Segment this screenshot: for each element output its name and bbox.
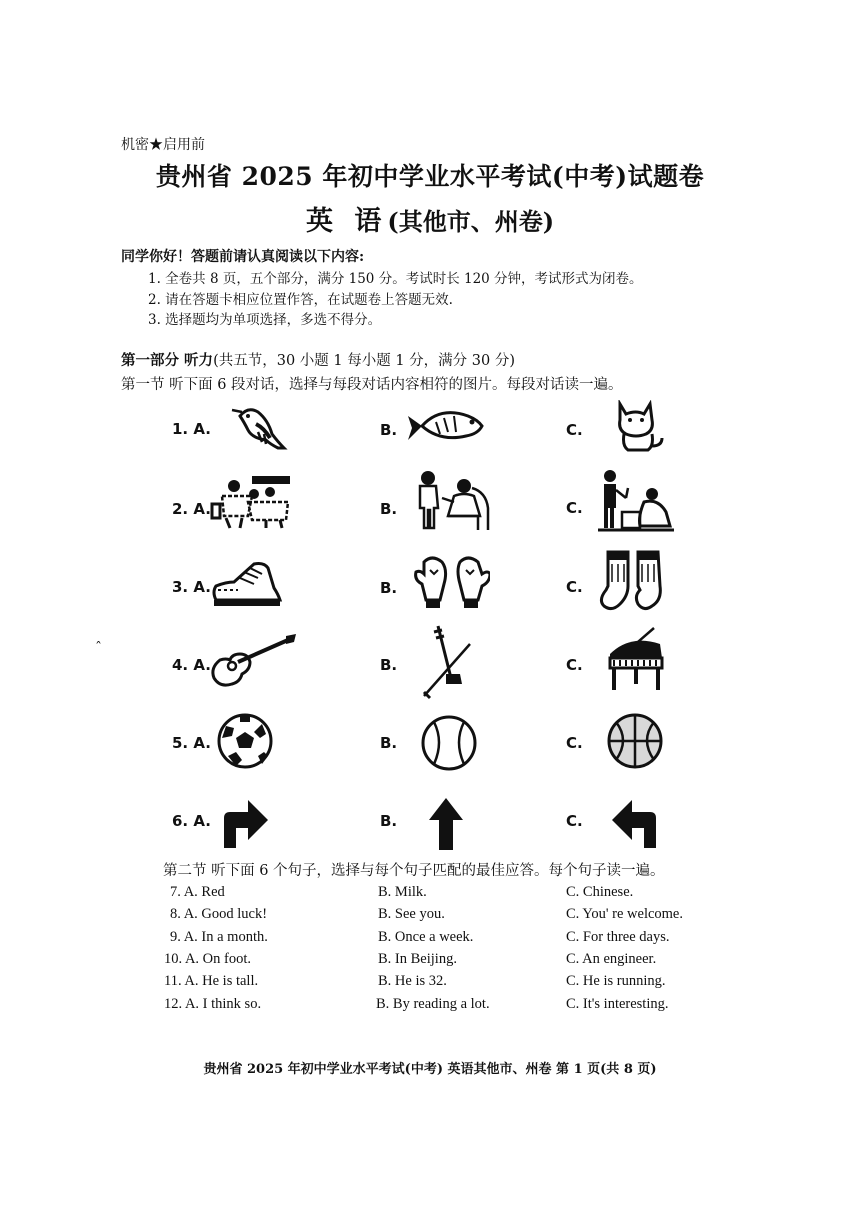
question-5-option-c: C. [566,734,583,752]
question-7-option-b: B. Milk. [378,884,427,900]
instruction-item: 1. 全卷共 8 页，五个部分，满分 150 分。考试时长 120 分钟，考试形式为闭卷。 [148,271,643,287]
question-9-option-b: B. Once a week. [378,929,474,945]
question-2-option-b: B. [380,500,398,518]
instruction-item: 3. 选择题均为单项选择，多选不得分。 [148,312,382,328]
part1-heading [121,349,515,370]
question-6-option-b: B. [380,812,398,830]
stray-mark: ˆ [95,640,102,656]
part1-heading-rest: (共五节，30 小题 1 每小题 1 分，满分 30 分) [213,353,515,369]
question-11-option-a: 11. A. He is tall. [164,973,259,989]
exam-title: 贵州省 2025 年初中学业水平考试(中考)试题卷 [155,162,705,191]
bird-icon [228,402,288,454]
question-6-option-c: C. [566,812,583,830]
question-1-option-c: C. [566,421,583,439]
question-8-option-b: B. See you. [378,906,445,922]
question-12-option-a: 12. A. I think so. [164,996,262,1012]
straight-arrow-icon [428,798,464,850]
people-working-icon [596,468,676,532]
group-people-icon [208,474,294,530]
soccer-ball-icon [216,712,274,770]
question-8-option-c: C. You' re welcome. [566,906,683,922]
question-10-option-b: B. In Beijing. [378,951,457,967]
part1-heading-bold: 第一部分 听力 [121,352,214,369]
turn-right-arrow-icon [220,798,270,848]
question-10-option-a: 10. A. On foot. [164,951,251,967]
confidential-mark: 机密★启用前 [121,137,205,153]
question-3-option-b: B. [380,579,398,597]
basketball-icon [606,712,664,770]
question-9-option-c: C. For three days. [566,929,670,945]
sneaker-icon [210,560,284,610]
section2-instruction: 第二节 听下面 6 个句子，选择与每个句子匹配的最佳应答。每个句子读一遍。 [163,863,665,879]
cat-icon [610,400,666,454]
piano-icon [606,626,666,692]
section1-instruction: 第一节 听下面 6 段对话，选择与每段对话内容相符的图片。每段对话读一遍。 [121,377,623,393]
question-11-option-b: B. He is 32. [378,973,447,989]
guitar-icon [208,632,298,690]
erhu-icon [420,624,478,700]
question-3-option-c: C. [566,578,583,596]
question-7-option-c: C. Chinese. [566,884,634,900]
fish-icon [404,404,490,446]
socks-icon [598,548,670,614]
exam-subject [0,199,860,238]
page-footer: 贵州省 2025 年初中学业水平考试(中考) 英语其他市、州卷 第 1 页(共 8 页) [203,1062,657,1077]
instructions-greeting: 同学你好！答题前请认真阅读以下内容: [121,249,365,265]
instruction-item: 2. 请在答题卡相应位置作答，在试题卷上答题无效. [148,292,453,308]
gloves-icon [414,554,490,610]
two-people-chatting-icon [412,468,492,532]
question-4-option-c: C. [566,656,583,674]
turn-left-arrow-icon [610,798,660,848]
question-1-label: 1. A. [172,420,211,438]
question-9-option-a: 9. A. In a month. [170,929,268,945]
question-4-label: 4. A. [172,656,211,674]
question-1-option-b: B. [380,421,398,439]
question-5-label: 5. A. [172,734,211,752]
question-10-option-c: C. An engineer. [566,951,657,967]
question-8-option-a: 8. A. Good luck! [170,906,268,922]
question-6-label: 6. A. [172,812,211,830]
question-7-option-a: 7. A. Red [170,884,225,900]
question-2-label: 2. A. [172,500,211,518]
subject-name: 英 语 [305,206,388,237]
question-5-option-b: B. [380,734,398,752]
question-2-option-c: C. [566,499,583,517]
baseball-icon [420,714,478,772]
subject-note: (其他市、州卷) [387,207,555,236]
question-3-label: 3. A. [172,578,211,596]
question-12-option-b: B. By reading a lot. [376,996,490,1012]
question-11-option-c: C. He is running. [566,973,666,989]
question-4-option-b: B. [380,656,398,674]
question-12-option-c: C. It's interesting. [566,996,669,1012]
